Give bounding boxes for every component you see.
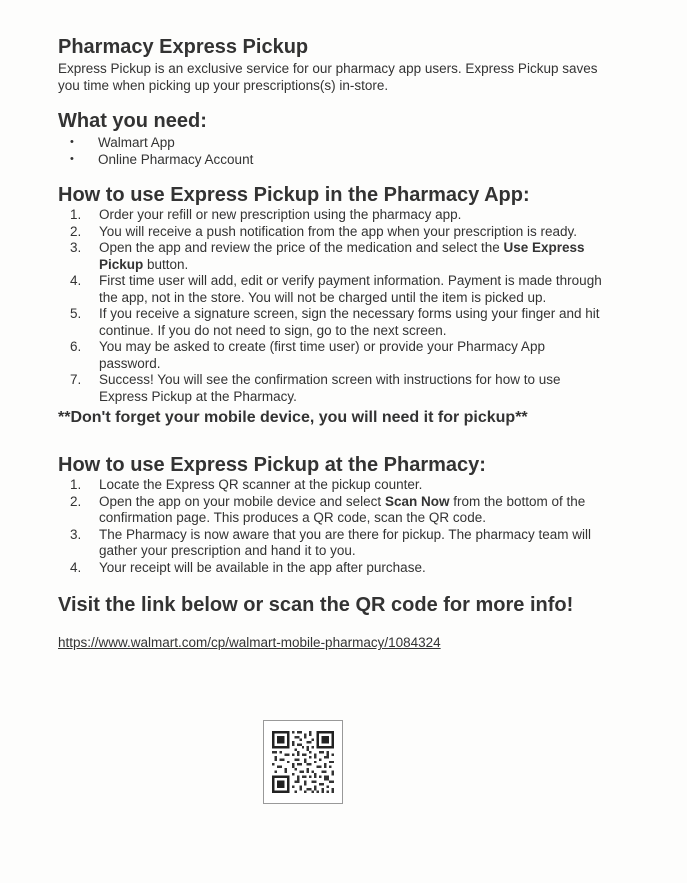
pharmacy-instructions-heading: How to use Express Pickup at the Pharmacy:	[58, 454, 486, 476]
list-item: 3. Open the app and review the price of the medication and select the Use Express Pickup button.	[70, 240, 585, 272]
pharmacy-steps-list	[58, 477, 607, 576]
list-item: 2. You will receive a push notification from the app when your prescription is ready.	[70, 223, 578, 239]
app-instructions-heading: How to use Express Pickup in the Pharmacy App:	[58, 184, 530, 206]
list-item: 6. You may be asked to create (first time user) or provide your Pharmacy App password.	[70, 339, 545, 371]
list-item: 1. Locate the Express QR scanner at the pickup counter.	[70, 477, 423, 492]
qr-code-box	[263, 720, 343, 804]
app-steps-list	[58, 207, 607, 405]
intro-paragraph: Express Pickup is an exclusive service for our pharmacy app users. Express Pickup saves you time when picking up your prescriptions(s) in-store.	[58, 61, 598, 93]
list-item: • Online Pharmacy Account	[58, 151, 607, 168]
list-item: 7. Success! You will see the confirmation screen with instructions for how to use Express Pickup at the Pharmacy.	[70, 372, 561, 404]
list-item: 2. Open the app on your mobile device and select Scan Now from the bottom of the confirmation page. This produces a QR code, scan the QR code.	[70, 493, 586, 525]
list-item: 5. If you receive a signature screen, sign the necessary forms using your finger and hit continue. If you do not need to sign, go to the next screen.	[70, 306, 600, 338]
list-item: 1. Order your refill or new prescription using the pharmacy app.	[70, 207, 462, 222]
qr-code-icon	[272, 731, 334, 793]
mobile-device-reminder: **Don't forget your mobile device, you will need it for pickup**	[58, 409, 528, 426]
what-you-need-heading: What you need:	[58, 110, 207, 132]
list-item: • Walmart App	[58, 134, 607, 151]
needs-list	[58, 134, 607, 168]
list-item: 3. The Pharmacy is now aware that you are there for pickup. The pharmacy team will gather your prescription and hand it to you.	[70, 526, 591, 558]
list-item: 4. Your receipt will be available in the app after purchase.	[70, 559, 426, 575]
page-title: Pharmacy Express Pickup	[58, 36, 309, 58]
pharmacy-info-link[interactable]: https://www.walmart.com/cp/walmart-mobile-pharmacy/1084324	[58, 635, 441, 650]
visit-link-heading: Visit the link below or scan the QR code for more info!	[58, 594, 574, 616]
list-item: 4. First time user will add, edit or verify payment information. Payment is made through the app, not in the store. You will not be charged until the item is picked up.	[70, 273, 602, 305]
